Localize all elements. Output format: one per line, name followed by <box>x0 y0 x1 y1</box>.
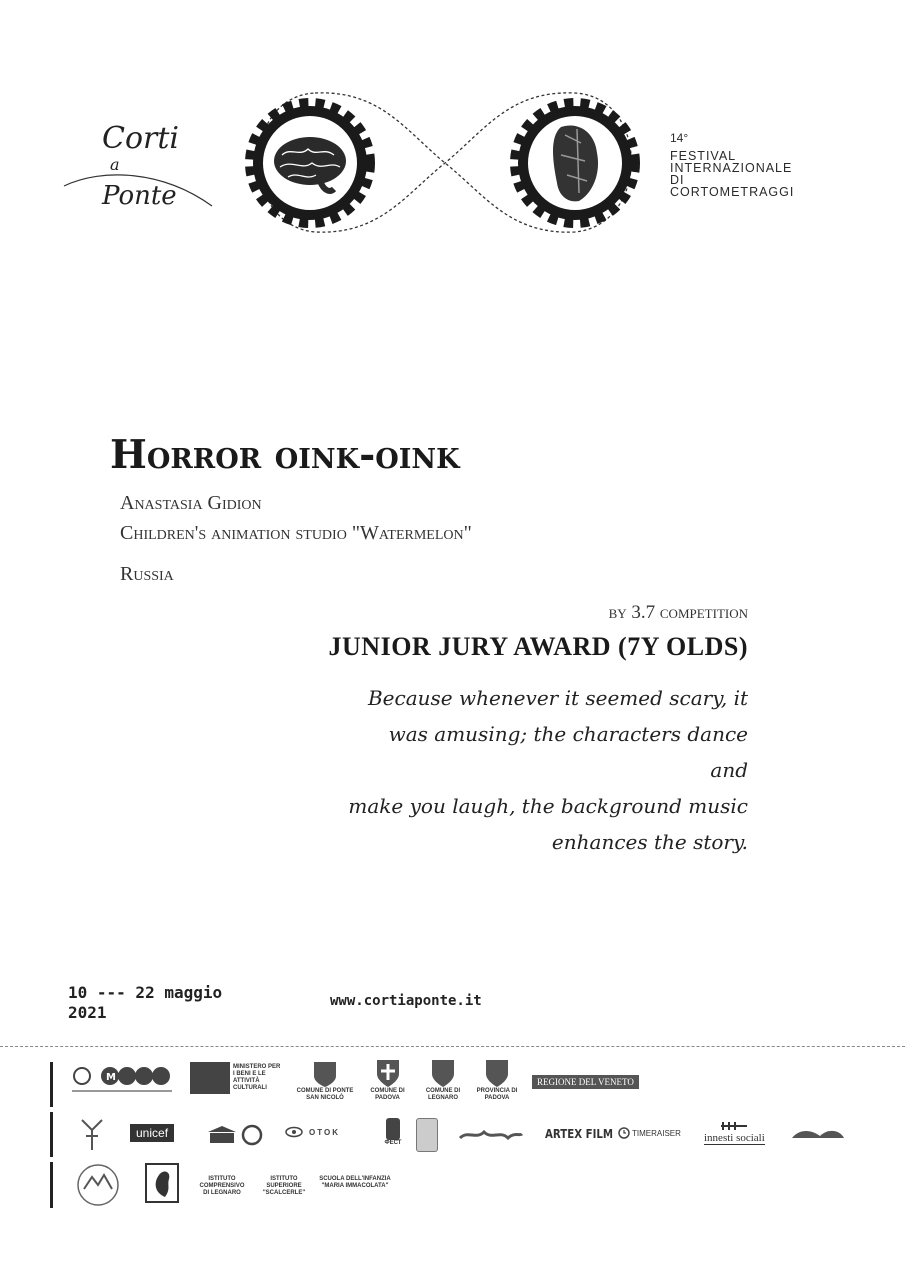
mibac-icon <box>190 1062 230 1094</box>
coat-of-arms-icon <box>483 1056 511 1088</box>
svg-text:Corti: Corti <box>102 121 180 156</box>
unicef-label: unicef <box>130 1124 174 1142</box>
regione-veneto-logo <box>532 1075 639 1089</box>
coat-of-arms-icon <box>374 1056 402 1088</box>
ministero-logo <box>190 1062 283 1094</box>
festival-line-2: INTERNAZIONALE <box>670 161 793 175</box>
award-name: JUNIOR JURY AWARD (7Y OLDS) <box>328 632 748 661</box>
portrait-logo <box>145 1163 179 1203</box>
timeraiser-label: TIMERAISER <box>632 1128 681 1138</box>
unesco-icon <box>206 1124 266 1146</box>
animal-icon <box>790 1124 846 1144</box>
festival-title-block <box>670 132 794 198</box>
provincia-label: PROVINCIA DI PADOVA <box>476 1088 518 1101</box>
festival-line-3: DI <box>670 173 685 187</box>
unesco-logo <box>206 1124 266 1146</box>
fest-label: ФЕСТ <box>384 1140 402 1146</box>
dates-line-1: 10 --- 22 maggio <box>68 983 223 1002</box>
eye-icon <box>285 1126 303 1138</box>
row-bar-2 <box>50 1112 53 1157</box>
comune-padova-label: COMUNE DI PADOVA <box>370 1088 405 1101</box>
badge-icon <box>416 1118 438 1152</box>
coat-of-arms-icon <box>429 1056 457 1088</box>
motivation-line-4: enhances the story. <box>551 830 748 854</box>
comune-padova-logo <box>365 1056 410 1102</box>
graft-icon <box>719 1120 749 1132</box>
motivation-line-3: make you laugh, the background music <box>348 794 748 818</box>
round-school-logo <box>72 1163 124 1207</box>
svg-text:a: a <box>110 155 120 174</box>
motivation-line-1: Because whenever it seemed scary, it <box>367 686 748 710</box>
comune-legnaro-label: COMUNE DI LEGNARO <box>425 1088 461 1101</box>
comune-legnaro-logo <box>418 1056 468 1102</box>
fest-logo <box>378 1118 408 1147</box>
row-bar-1 <box>50 1062 53 1107</box>
badge-logo <box>416 1118 438 1152</box>
script-sponsor-logo <box>458 1128 524 1142</box>
comune-psn-logo <box>290 1058 360 1102</box>
otok-logo <box>285 1126 340 1138</box>
festival-line-4: CORTOMETRAGGI <box>670 185 795 199</box>
dashed-divider <box>0 1046 905 1047</box>
competition-label: by 3.7 competition <box>608 602 748 623</box>
film-studio: Children's animation studio "Watermelon" <box>120 522 472 544</box>
clock-icon <box>618 1127 630 1139</box>
svg-text:M: M <box>106 1072 116 1083</box>
miur-logo <box>72 1062 172 1096</box>
website-link[interactable]: www.cortiaponte.it <box>330 993 482 1009</box>
festival-gears-emblem <box>240 85 650 240</box>
artex-film-logo <box>545 1127 625 1141</box>
fest-icon <box>386 1118 400 1140</box>
coat-of-arms-icon <box>311 1058 339 1088</box>
svg-text:Ponte: Ponte <box>102 181 177 211</box>
unicef-logo <box>130 1124 174 1142</box>
italian-emblem-icon <box>72 1062 172 1096</box>
regione-label: REGIONE DEL VENETO <box>532 1075 639 1089</box>
edition-number: 14° <box>670 131 689 145</box>
ministero-label: MINISTERO PER I BENI E LE ATTIVITÀ CULTURALI <box>233 1064 281 1091</box>
motivation-line-2: was amusing; the characters dance and <box>388 722 748 782</box>
dates-line-2: 2021 <box>68 1003 107 1022</box>
last-sponsor-logo <box>790 1124 846 1144</box>
film-director: Anastasia Gidion <box>120 492 262 514</box>
innesti-sociali-logo <box>704 1120 765 1145</box>
timeraiser-logo <box>618 1127 681 1139</box>
award-motivation <box>348 680 748 860</box>
script-logo-icon <box>458 1128 524 1142</box>
innesti-label: innesti sociali <box>704 1132 765 1144</box>
comune-psn-label: COMUNE DI PONTE SAN NICOLÒ <box>296 1088 354 1101</box>
provincia-logo <box>472 1056 522 1102</box>
scuola-infanzia-label: SCUOLA DELL'INFANZIA "MARIA IMMACOLATA" <box>319 1176 391 1189</box>
stag-icon <box>72 1116 112 1152</box>
iis-scalcerle-label: ISTITUTO SUPERIORE "SCALCERLE" <box>262 1176 306 1196</box>
artex-label: ARTEX FILM <box>545 1127 614 1141</box>
row-bar-3 <box>50 1162 53 1208</box>
film-country: Russia <box>120 563 174 585</box>
stag-logo <box>72 1116 112 1152</box>
festival-dates <box>68 983 222 1023</box>
corti-a-ponte-logo <box>62 108 222 218</box>
otok-label: OTOK <box>309 1127 340 1137</box>
seal-icon <box>72 1163 124 1207</box>
profile-icon <box>145 1163 179 1203</box>
ic-legnaro-label: ISTITUTO COMPRENSIVO DI LEGNARO <box>199 1176 245 1196</box>
festival-line-1: FESTIVAL <box>670 149 737 163</box>
film-title: Horror oink-oink <box>110 432 460 478</box>
